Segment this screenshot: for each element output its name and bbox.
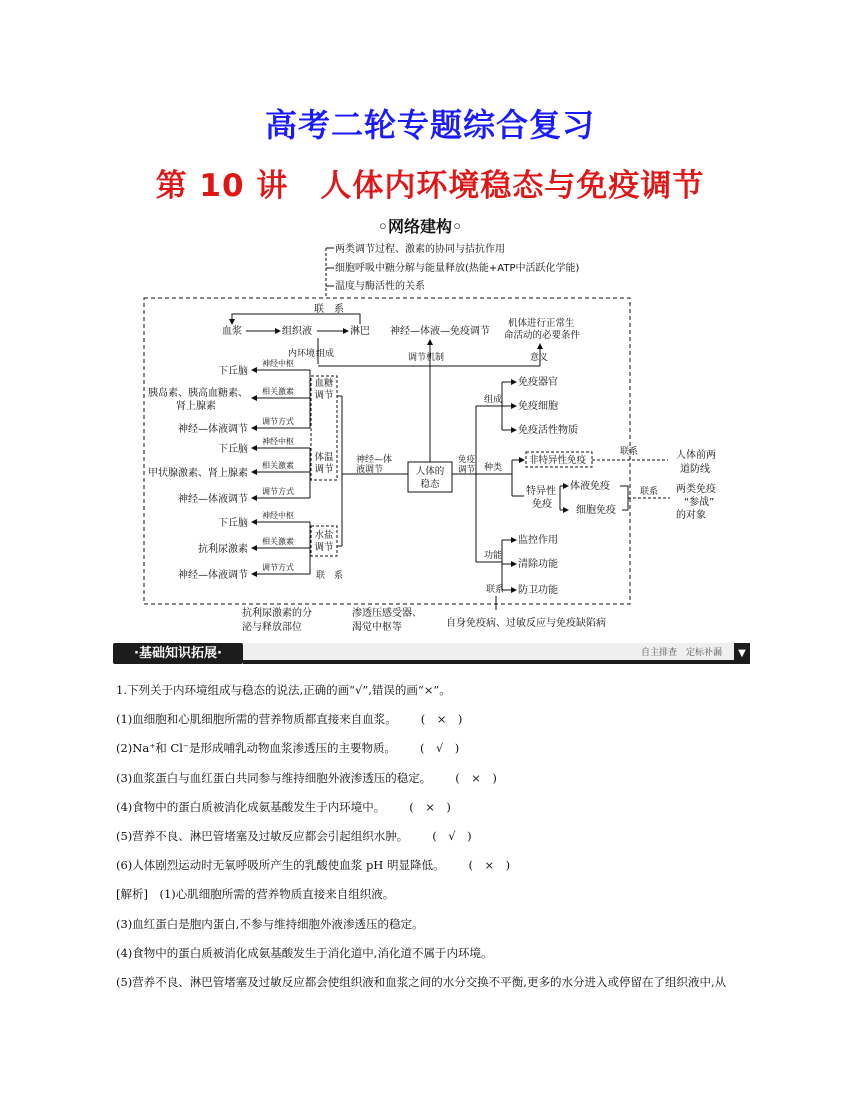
banner-tags bbox=[641, 645, 722, 658]
link-label-top: 联 系 bbox=[314, 304, 344, 315]
link-label-bottom: 联 系 bbox=[316, 571, 344, 581]
row-6-label: 神经—体液调节 bbox=[178, 494, 248, 505]
box-water-2: 调节 bbox=[314, 542, 334, 553]
center-box-line1: 人体的 bbox=[415, 466, 445, 477]
tag-5: 相关激素 bbox=[262, 461, 294, 470]
explanation-1: [解析] (1)心肌细胞所需的营养物质直接来自组织液。 bbox=[116, 887, 395, 902]
question-item-3: (3)血浆蛋白与血红蛋白共同参与维持细胞外液渗透压的稳定。 ( × ) bbox=[116, 770, 497, 785]
link-label-func: 联系 bbox=[486, 585, 505, 595]
banner-label: ·基础知识拓展· bbox=[113, 643, 243, 664]
explanation-2: (3)血红蛋白是胞内蛋白,不参与维持细胞外液渗透压的稳定。 bbox=[116, 916, 424, 931]
question-item-4: (4)食物中的蛋白质被消化成氨基酸发生于内环境中。 ( × ) bbox=[116, 799, 451, 814]
label-meaning: 意义 bbox=[530, 353, 549, 363]
row-9-label: 神经—体液调节 bbox=[178, 570, 248, 581]
specific-immunity-1: 特异性 bbox=[526, 486, 556, 497]
note-first-lines-1: 人体前两 bbox=[676, 450, 716, 461]
bottom-note-1a: 抗利尿激素的分 bbox=[242, 608, 312, 619]
node-tissue-fluid: 组织液 bbox=[282, 326, 312, 337]
function-1: 监控作用 bbox=[518, 535, 558, 546]
label-function: 功能 bbox=[484, 551, 503, 561]
label-composition: 组成 bbox=[316, 349, 335, 359]
row-5-label: 甲状腺激素、肾上腺素 bbox=[148, 468, 248, 479]
label-mechanism: 调节机制 bbox=[408, 353, 445, 363]
humoral-immunity: 体液免疫 bbox=[570, 481, 610, 492]
box-blood-sugar-1: 血糖 bbox=[314, 378, 334, 389]
center-neuro-humoral-2: 液调节 bbox=[356, 465, 384, 475]
function-2: 清除功能 bbox=[518, 559, 558, 570]
organ-1: 免疫器官 bbox=[518, 377, 558, 388]
question-item-6: (6)人体剧烈运动时无氧呼吸所产生的乳酸使血浆 pH 明显降低。 ( × ) bbox=[116, 858, 511, 873]
link-label-right1: 联系 bbox=[620, 447, 639, 457]
row-2-label-a: 胰岛素、胰高血糖素、 bbox=[148, 388, 248, 399]
section-banner bbox=[113, 643, 750, 664]
non-specific-immunity: 非特异性免疫 bbox=[529, 455, 587, 466]
row-8-label: 抗利尿激素 bbox=[198, 544, 248, 555]
question-item-2: (2)Na⁺和 Cl⁻是形成哺乳动物血浆渗透压的主要物质。 ( √ ) bbox=[116, 741, 460, 756]
question-item-1: (1)血细胞和心肌细胞所需的营养物质都直接来自血浆。 ( × ) bbox=[116, 712, 463, 727]
tag-4: 神经中枢 bbox=[262, 437, 294, 446]
organ-2: 免疫细胞 bbox=[518, 401, 558, 412]
tag-7: 神经中枢 bbox=[262, 511, 294, 520]
node-lymph: 淋巴 bbox=[350, 326, 370, 337]
box-temp-1: 体温 bbox=[314, 452, 334, 463]
banner-tag-2: 定标补漏 bbox=[685, 648, 722, 658]
row-4-label: 下丘脑 bbox=[218, 444, 248, 455]
node-regulation-mechanism: 神经—体液—免疫调节 bbox=[390, 326, 490, 337]
cellular-immunity: 细胞免疫 bbox=[576, 505, 616, 516]
note-war-2: “参战” bbox=[684, 497, 715, 508]
tag-3: 调节方式 bbox=[262, 417, 294, 426]
label-immune-reg-2: 调节 bbox=[458, 465, 476, 475]
concept-map bbox=[120, 206, 740, 636]
page-title: 高考二轮专题综合复习 bbox=[264, 106, 595, 144]
row-3-label: 神经—体液调节 bbox=[178, 424, 248, 435]
specific-immunity-2: 免疫 bbox=[532, 499, 552, 510]
node-necessary-condition-2: 命活动的必要条件 bbox=[504, 330, 581, 341]
bottom-note-3: 自身免疫病、过敏反应与免疫缺陷病 bbox=[446, 618, 606, 629]
row-7-label: 下丘脑 bbox=[218, 518, 248, 529]
row-2-label-b: 肾上腺素 bbox=[176, 401, 216, 412]
bottom-note-2a: 渗透压感受器、 bbox=[352, 608, 422, 619]
box-water-1: 水盐 bbox=[314, 530, 334, 541]
link-label-right2: 联系 bbox=[640, 487, 659, 497]
tag-6: 调节方式 bbox=[262, 487, 294, 496]
center-neuro-humoral-1: 神经—体 bbox=[356, 455, 393, 465]
note-first-lines-2: 道防线 bbox=[680, 464, 710, 475]
lecture-title: 第 10 讲 人体内环境稳态与免疫调节 bbox=[155, 168, 705, 204]
question-intro: 1.下列关于内环境组成与稳态的说法,正确的画“√”,错误的画“×”。 bbox=[116, 683, 451, 697]
function-3: 防卫功能 bbox=[518, 585, 558, 596]
label-types: 种类 bbox=[484, 463, 503, 473]
banner-tag-1: 自主排查 bbox=[640, 648, 677, 658]
node-plasma: 血浆 bbox=[222, 326, 242, 337]
row-1-label: 下丘脑 bbox=[218, 366, 248, 377]
bottom-note-2b: 渴觉中枢等 bbox=[352, 622, 402, 633]
question-content bbox=[116, 676, 750, 997]
box-temp-2: 调节 bbox=[314, 464, 334, 475]
concept-map-svg bbox=[120, 206, 740, 636]
note-war-1: 两类免疫 bbox=[676, 484, 716, 495]
organ-3: 免疫活性物质 bbox=[518, 425, 578, 436]
explanation-3: (4)食物中的蛋白质被消化成氨基酸发生于消化道中,消化道不属于内环境。 bbox=[116, 945, 493, 960]
center-box-line2: 稳态 bbox=[420, 479, 440, 490]
bottom-note-1b: 泌与释放部位 bbox=[242, 622, 302, 633]
node-necessary-condition-1: 机体进行正常生 bbox=[508, 318, 575, 329]
diagram-heading: ◦网络建构◦ bbox=[377, 217, 463, 236]
question-item-5: (5)营养不良、淋巴管堵塞及过敏反应都会引起组织水肿。 ( √ ) bbox=[116, 829, 472, 844]
explanation-4: (5)营养不良、淋巴管堵塞及过敏反应都会使组织液和血浆之间的水分交换不平衡,更多的水分进入或停留在了组织液中,从 bbox=[116, 975, 727, 990]
box-blood-sugar-2: 调节 bbox=[314, 390, 334, 401]
banner-rule bbox=[243, 660, 735, 664]
chevron-down-icon: ▼ bbox=[734, 643, 750, 664]
label-internal-env: 内环境 bbox=[288, 349, 316, 359]
tag-1: 神经中枢 bbox=[262, 359, 294, 368]
tag-2: 相关激素 bbox=[262, 387, 294, 396]
tag-8: 相关激素 bbox=[262, 537, 294, 546]
label-immune-composition: 组成 bbox=[484, 395, 503, 405]
tag-9: 调节方式 bbox=[262, 563, 294, 572]
note-war-3: 的对象 bbox=[676, 510, 706, 521]
label-immune-reg-1: 免疫 bbox=[458, 455, 476, 465]
top-note-1: 两类调节过程、激素的协同与拮抗作用 bbox=[335, 244, 505, 255]
top-note-2: 细胞呼吸中糖分解与能量释放(热能+ATP中活跃化学能) bbox=[335, 263, 580, 274]
top-note-3: 温度与酶活性的关系 bbox=[335, 281, 425, 292]
